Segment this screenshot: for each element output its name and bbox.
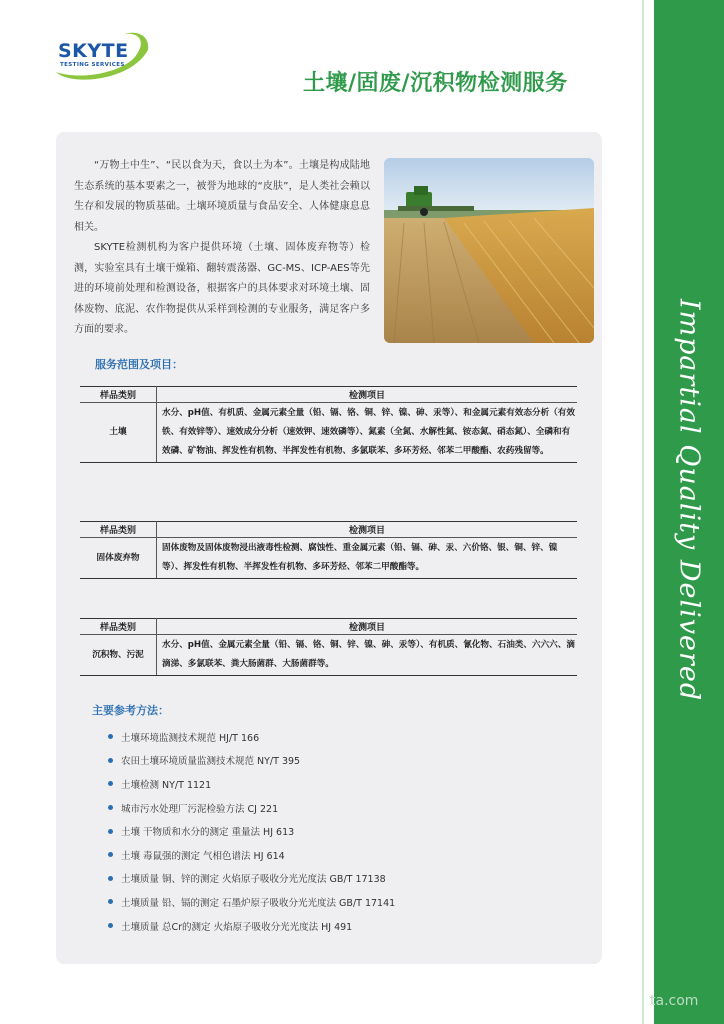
method-label: 土壤质量 铜、锌的测定 火焰原子吸收分光光度法 GB/T 17138 [121,874,386,886]
page-title: 土壤/固废/沉积物检测服务 [303,71,568,96]
bullet-icon [108,829,113,834]
method-label: 土壤 干物质和水分的测定 重量法 HJ 613 [121,827,295,839]
methods-list [108,725,395,937]
table-header-items: 检测项目 [157,387,578,403]
skyte-logo [50,28,152,84]
method-label: 土壤质量 铅、镉的测定 石墨炉原子吸收分光光度法 GB/T 17141 [121,897,396,909]
table-items: 水分、pH值、有机质、金属元素全量（铅、镉、铬、铜、锌、镍、砷、汞等）、和金属元素有效态分析（有效铁、有效锌等）、速效成分分析（速效钾、速效磷等）、氮素（全氮、水解性氮、铵态氮、硝态氮）、全磷和有效磷、矿物油、挥发性有机物、半挥发性有机物、多氯联苯、多环芳烃、邻苯二甲酸酯、农药残留等。 [157,403,578,463]
tagline: Impartial Quality Delivered [673,298,705,702]
scope-section-title: 服务范围及项目： [95,358,183,371]
solid-waste-table [80,521,577,579]
list-item [108,867,395,891]
list-item [108,772,395,796]
intro-paragraph: SKYTE检测机构为客户提供环境（土壤、固体废弃物等）检测，实验室具有土壤干燥箱、翻转震荡器、GC-MS、ICP-AES等先进的环境前处理和检测设备，根据客户的具体要求对环境土壤、固体废物、底泥、农作物提供从采样到检测的专业服务，满足客户多方面的要求。 [74,242,370,335]
bullet-icon [108,899,113,904]
bullet-icon [108,805,113,810]
watermark: ta.com [650,993,699,1009]
table-items: 水分、pH值、金属元素全量（铅、镉、铬、铜、锌、镍、砷、汞等）、有机质、氰化物、石油类、六六六、滴滴涕、多氯联苯、粪大肠菌群、大肠菌群等。 [157,635,578,676]
table-category: 土壤 [80,403,157,463]
table-header-category: 样品类别 [80,522,157,538]
table-header-items: 检测项目 [157,619,578,635]
logo-subtitle: TESTING SERVICES [60,62,125,68]
bullet-icon [108,852,113,857]
list-item [108,843,395,867]
methods-section-title: 主要参考方法： [92,704,169,717]
sidebar-accent-line [642,0,644,1024]
bullet-icon [108,923,113,928]
bullet-icon [108,876,113,881]
bullet-icon [108,734,113,739]
list-item [108,796,395,820]
method-label: 城市污水处理厂污泥检验方法 CJ 221 [121,803,279,815]
wheat-harvest-photo [384,158,594,343]
method-label: 土壤环境监测技术规范 HJ/T 166 [121,732,260,744]
list-item [108,819,395,843]
list-item [108,914,395,938]
method-label: 土壤质量 总Cr的测定 火焰原子吸收分光光度法 HJ 491 [121,921,353,933]
method-label: 土壤检测 NY/T 1121 [121,779,212,791]
logo-wordmark: SKYTE [58,40,129,62]
bullet-icon [108,781,113,786]
table-header-category: 样品类别 [80,387,157,403]
method-label: 农田土壤环境质量监测技术规范 NY/T 395 [121,756,301,768]
method-label: 土壤 毒鼠强的测定 气相色谱法 HJ 614 [121,850,285,862]
intro-text [74,156,370,341]
bullet-icon [108,758,113,763]
table-items: 固体废物及固体废物浸出液毒性检测、腐蚀性、重金属元素（铅、镉、砷、汞、六价铬、银、铜、锌、镍等）、挥发性有机物、半挥发性有机物、多环芳烃、邻苯二甲酸酯等。 [157,538,578,579]
table-category: 沉积物、污泥 [80,635,157,676]
list-item [108,749,395,773]
list-item [108,890,395,914]
soil-table [80,386,577,463]
table-header-items: 检测项目 [157,522,578,538]
list-item [108,725,395,749]
table-category: 固体废弃物 [80,538,157,579]
sediment-table [80,618,577,676]
intro-paragraph: “万物土中生”、“民以食为天，食以土为本”。土壤是构成陆地生态系统的基本要素之一，被誉为地球的“皮肤”，是人类社会赖以生存和发展的物质基础。土壤环境质量与食品安全、人体健康息息相关。 [74,160,370,233]
table-header-category: 样品类别 [80,619,157,635]
